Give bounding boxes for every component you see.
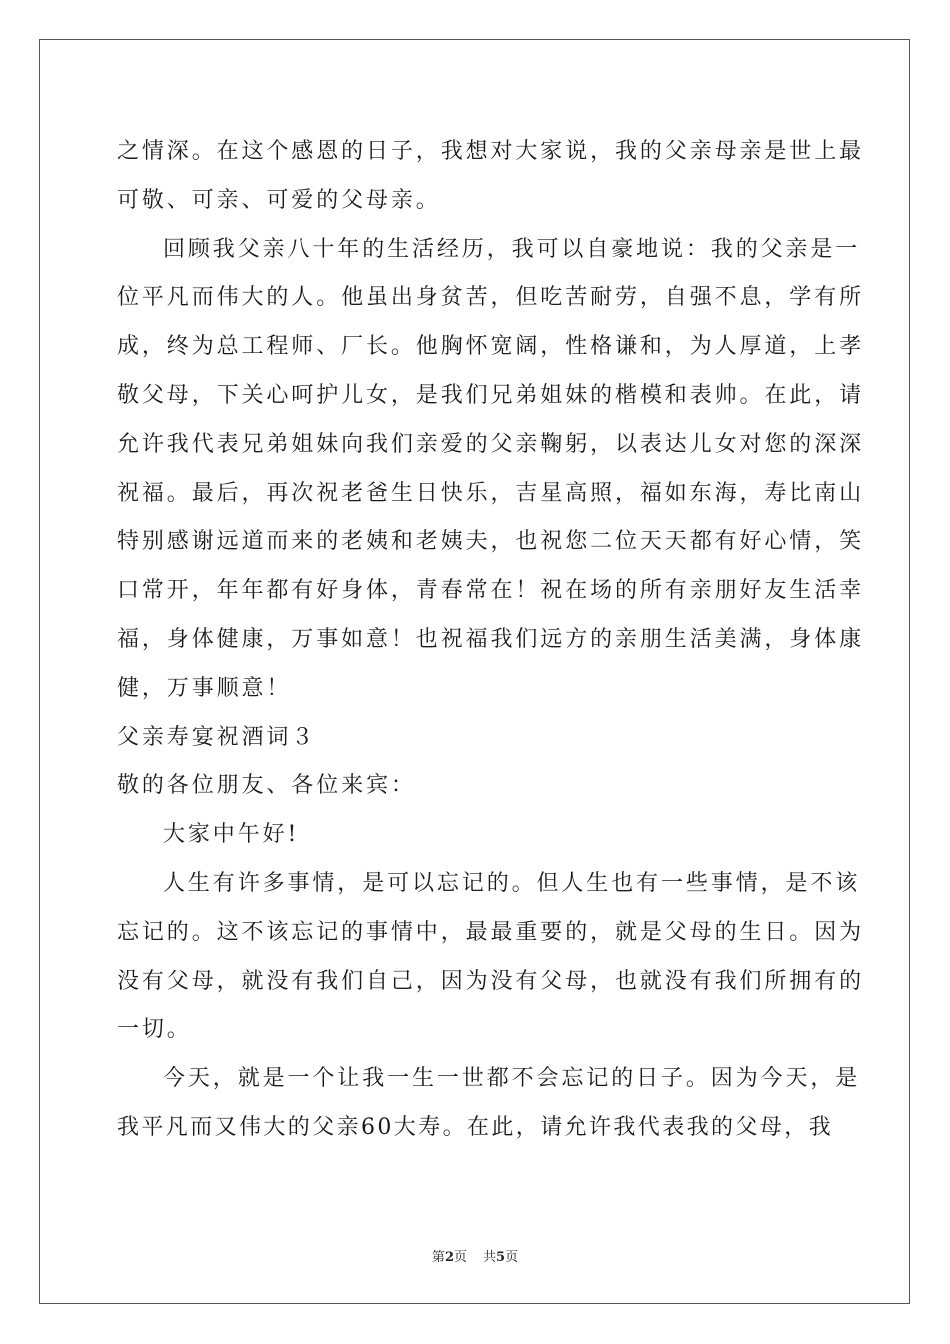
paragraph-line: 可敬、可亲、可爱的父母亲。: [117, 187, 441, 213]
salutation: 敬的各位朋友、各位来宾：: [117, 773, 416, 799]
total-pages: 5: [496, 1250, 506, 1265]
paragraph-line: 忘记的。这不该忘记的事情中，最最重要的，就是父母的生日。因为: [117, 919, 865, 945]
total-suffix: 页: [505, 1250, 519, 1265]
page-suffix: 页: [453, 1250, 467, 1265]
greeting: 大家中午好!: [163, 822, 300, 848]
paragraph-line: 没有父母，就没有我们自己，因为没有父母，也就没有我们所拥有的: [117, 968, 865, 994]
paragraph-line: 一切。: [117, 1017, 192, 1043]
paragraph-line: 回顾我父亲八十年的生活经历，我可以自豪地说：我的父亲是一: [163, 236, 861, 262]
paragraph-line: 成，终为总工程师、厂长。他胸怀宽阔，性格谦和，为人厚道，上孝: [117, 334, 865, 360]
paragraph-line: 位平凡而伟大的人。他虽出身贫苦，但吃苦耐劳，自强不息，学有所: [117, 285, 865, 311]
paragraph-line: 祝福。最后，再次祝老爸生日快乐，吉星高照，福如东海，寿比南山: [117, 480, 865, 506]
document-body: [117, 128, 865, 1153]
paragraph-line: 人生有许多事情，是可以忘记的。但人生也有一些事情，是不该: [163, 870, 861, 896]
paragraph-line: 允许我代表兄弟姐妹向我们亲爱的父亲鞠躬，以表达儿女对您的深深: [117, 431, 865, 457]
paragraph-line: 健，万事顺意！: [117, 675, 292, 701]
page-number: 2: [444, 1250, 454, 1265]
page-prefix: 第: [431, 1250, 445, 1265]
total-prefix: 共: [483, 1250, 497, 1265]
paragraph-line: 敬父母，下关心呵护儿女，是我们兄弟姐妹的楷模和表帅。在此，请: [117, 382, 865, 408]
paragraph-line: 特别感谢远道而来的老姨和老姨夫，也祝您二位天天都有好心情，笑: [117, 529, 865, 555]
paragraph-line: 福，身体健康，万事如意！也祝福我们远方的亲朋生活美满，身体康: [117, 626, 865, 652]
section-heading: 父亲寿宴祝酒词３: [117, 724, 317, 750]
paragraph-line: 口常开，年年都有好身体，青春常在！祝在场的所有亲朋好友生活幸: [117, 578, 865, 604]
paragraph-line: 今天，就是一个让我一生一世都不会忘记的日子。因为今天，是: [163, 1066, 861, 1092]
paragraph-line: 我平凡而又伟大的父亲60大寿。在此，请允许我代表我的父母，我: [117, 1114, 833, 1140]
page-footer: [0, 1246, 950, 1265]
paragraph-line: 之情深。在这个感恩的日子，我想对大家说，我的父亲母亲是世上最: [117, 139, 865, 164]
